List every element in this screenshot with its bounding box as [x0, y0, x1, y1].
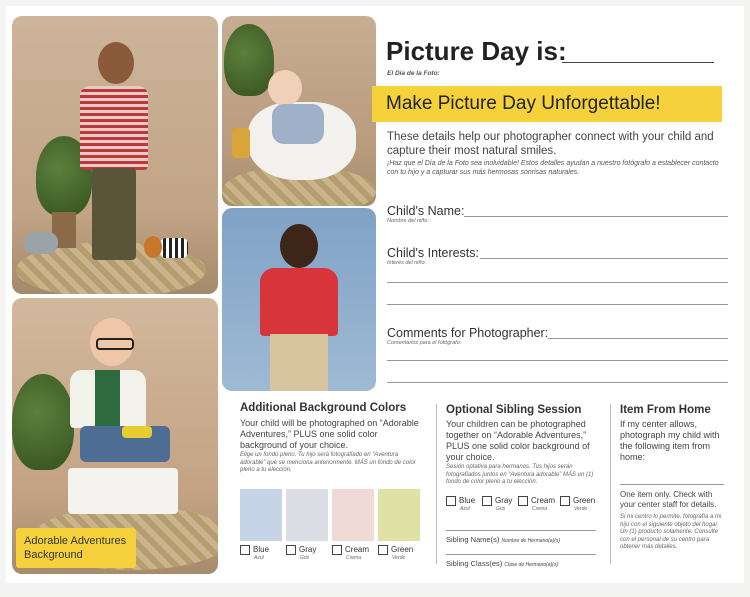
checkbox[interactable] [482, 496, 492, 506]
option-label-es: Crema [346, 555, 362, 561]
toy-giraffe [232, 128, 250, 158]
item-from-home-field[interactable] [620, 484, 724, 485]
item-from-home-text: If my center allows, photograph my child with the following item from home: [620, 419, 720, 462]
child-interests-field-line-3[interactable] [387, 304, 728, 305]
checkbox[interactable] [240, 545, 250, 555]
option-label-es: Crema [532, 506, 548, 512]
swatch-gray [286, 489, 328, 541]
sibling-names-label [446, 534, 560, 547]
photo-girl-standing [12, 16, 218, 294]
white-step-stool [68, 468, 178, 514]
child-name-label: Child's Name: [387, 204, 465, 218]
checkbox[interactable] [518, 496, 528, 506]
option-label-es: Verde [574, 506, 588, 512]
option-label: Green [573, 496, 596, 506]
child-name-field[interactable] [464, 216, 728, 217]
sibling-names-label-text: Sibling Name(s) [446, 535, 500, 544]
checkbox[interactable] [286, 545, 296, 555]
option-label: Gray [495, 496, 513, 506]
picture-day-flyer [6, 6, 744, 583]
divider [436, 404, 437, 564]
sibling-text-es: Sesión optativa para hermanos. Tus hijos serán fotografiados juntos en “Aventura adorable” MÁS un (1) fondo de color pleno a tu elección. [446, 464, 594, 485]
photo-boy-glasses [12, 298, 218, 574]
sibling-text: Your children can be photographed together on “Adorable Adventures,” PLUS one solid color background of your choice. [446, 419, 590, 462]
sibling-option-gray[interactable] [482, 496, 512, 512]
toy-elephant [24, 232, 58, 254]
comments-label-es: Comentarios para el fotógrafo: [387, 340, 462, 346]
page-title: Picture Day is: [386, 36, 567, 66]
boy-head [280, 224, 318, 268]
child-interests-label-es: Interés del niño: [387, 260, 427, 266]
comments-field-line-2[interactable] [387, 360, 728, 361]
option-label-es: Gris [300, 555, 310, 561]
bg-option-cream[interactable] [332, 545, 369, 561]
baby-outfit [272, 104, 324, 144]
toy-lion [144, 236, 162, 258]
checkbox[interactable] [332, 545, 342, 555]
comments-field[interactable] [548, 338, 728, 339]
child-name-label-es: Nombre del niño: [387, 218, 429, 224]
option-label: Blue [253, 545, 270, 555]
sibling-classes-label-text: Sibling Class(es) [446, 559, 503, 568]
background-name-badge: Adorable Adventures Background [16, 528, 136, 568]
option-label-es: Azul [460, 506, 470, 512]
option-label: Cream [345, 545, 370, 555]
option-label: Gray [299, 545, 317, 555]
girl-head [98, 42, 134, 84]
boy-khaki-shorts [270, 334, 328, 391]
sibling-classes-label [446, 558, 558, 571]
plant [12, 374, 74, 470]
bg-option-green[interactable] [378, 545, 413, 561]
sibling-names-label-es: Nombre de Hermano(a)(s) [501, 538, 561, 544]
boy-red-shirt [260, 268, 338, 336]
divider [610, 404, 611, 564]
checkbox[interactable] [446, 496, 456, 506]
sibling-classes-label-es: Clase de Hermano(a)(s) [504, 562, 559, 568]
option-label: Blue [459, 496, 476, 506]
sibling-names-field[interactable] [446, 530, 596, 531]
sibling-classes-field[interactable] [446, 554, 596, 555]
sibling-option-blue[interactable] [446, 496, 475, 512]
item-from-home-note: One item only. Check with your center staff for details. [620, 490, 717, 509]
swatch-blue [240, 489, 282, 541]
boy-polo [70, 370, 146, 428]
photo-baby-beanbag [222, 16, 376, 206]
intro-text: These details help our photographer connect with your child and capture their most natural smiles. [387, 131, 714, 157]
background-colors-title: Additional Background Colors [240, 402, 407, 414]
item-from-home-note-es: Si mi centro lo permite, fotografía a mi hijo con el siguiente objeto del hogar. Un (1) producto solamente. Consulte con el personal de su centro para obtener más detalles. [620, 514, 722, 550]
swatch-green [378, 489, 420, 541]
option-label: Green [391, 545, 414, 555]
picture-day-date-line[interactable] [562, 62, 714, 63]
option-label-es: Azul [254, 555, 264, 561]
child-interests-field-line-2[interactable] [387, 282, 728, 283]
tagline-text: Make Picture Day Unforgettable! [386, 93, 661, 114]
plant [224, 24, 274, 96]
checkbox[interactable] [560, 496, 570, 506]
sibling-title: Optional Sibling Session [446, 404, 582, 416]
comments-label: Comments for Photographer: [387, 326, 549, 340]
option-label-es: Gris [496, 506, 506, 512]
girl-pants [92, 168, 136, 260]
option-label-es: Verde [392, 555, 406, 561]
baby-head [268, 70, 302, 106]
child-interests-label: Child's Interests: [387, 246, 480, 260]
page-title-es: El Día de la Foto: [387, 70, 440, 77]
comments-field-line-3[interactable] [387, 382, 728, 383]
intro-text-es: ¡Haz que el Día de la Foto sea inolvidable! Estos detalles ayudan a nuestro fotógrafo a establecer contacto con tu hijo y a capturar sus más hermosas sonrisas naturales. [387, 160, 719, 176]
option-label: Cream [531, 496, 556, 506]
photo-boy-blue-background [222, 208, 376, 391]
sibling-option-green[interactable] [560, 496, 595, 512]
background-colors-text: Your child will be photographed on “Adorable Adventures,” PLUS one solid color background of your choice. [240, 418, 419, 450]
glasses [96, 338, 134, 350]
tagline-banner [372, 86, 722, 122]
bg-option-gray[interactable] [286, 545, 316, 561]
item-from-home-title: Item From Home [620, 404, 711, 416]
swatch-cream [332, 489, 374, 541]
sibling-option-cream[interactable] [518, 496, 555, 512]
toy-airplane [122, 426, 152, 438]
toy-zebra [160, 238, 188, 258]
background-colors-text-es: Elige un fondo pleno. Tu hijo será fotografiado en “Aventura adorable” que se menciona anteriormente. MÁS un fondo de color pleno a tu elección. [240, 452, 416, 473]
bg-option-blue[interactable] [240, 545, 269, 561]
girl-gingham-top [80, 86, 148, 170]
checkbox[interactable] [378, 545, 388, 555]
child-interests-field[interactable] [480, 258, 728, 259]
